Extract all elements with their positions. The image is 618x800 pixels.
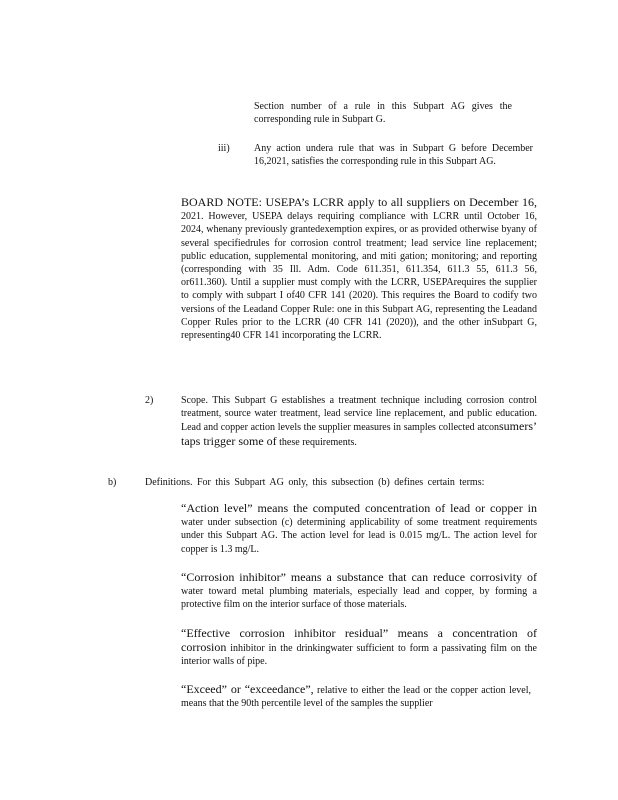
- definition-text: relative to either the lead or the copper action level, means that the 90th percentile level of the samples the supplier: [181, 685, 531, 710]
- definition-term-lead: “Action level” means the computed concentration of lead or copper in: [181, 501, 537, 515]
- definition-corrosion-inhibitor: [181, 571, 537, 612]
- section-continued-paragraph: [254, 100, 512, 126]
- scope-paragraph: [181, 394, 537, 449]
- scope-text-tail: sumers’ taps trigger some of: [181, 419, 537, 448]
- definition-exceedance: [181, 683, 531, 710]
- definition-term-lead: “Effective corrosion inhibitor residual” means a concentration of corrosion: [181, 626, 537, 655]
- definition-text: water under subsection (c) determining applicability of some treatment requirements under this Subpart AG. The action level for lead is 0.015 mg/L. The action level for copper is 1.3 mg/L.: [181, 517, 537, 555]
- definition-text: inhibitor in the drinkingwater sufficient to form a passivating film on the interior walls of pipe.: [181, 643, 537, 668]
- board-note-text: 2021. However, USEPA delays requiring compliance with LCRR until October 16, 2024, whenany previously grantedexemption expires, or as provided otherwise byany of several specifiedrules for corrosion control treatment; lead service line replacement; public education, supplemental monitoring, and miti gation; monitoring; and reporting (corresponding with 35 Ill. Adm. Code 611.351, 611.354, 611.3 55, 611.3 56, or611.360). Until a supplier must comply with the LCRR, USEPArequires the supplier to comply with subpart I of40 CFR 141 (2020). This requires the Board to codify two versions of the Leadand Copper Rule: one in this Subpart AG, representing the Leadand Copper Rules prior to the LCRR (40 CFR 141 (2020)), and the other inSubpart G, representing40 CFR 141 incorporating the LCRR.: [181, 211, 537, 342]
- item-b-label: b): [108, 477, 117, 488]
- board-note: [181, 196, 537, 342]
- board-note-heading: BOARD NOTE: USEPA’s LCRR apply to all suppliers on December 16,: [181, 195, 537, 209]
- definition-term-lead: “Corrosion inhibitor” means a substance that can reduce corrosivity of: [181, 570, 537, 584]
- definitions-intro: [145, 476, 525, 489]
- definition-term-lead: “Exceed” or “exceedance”,: [181, 682, 314, 696]
- definition-effective-residual: [181, 627, 537, 669]
- item-iii-label: iii): [218, 143, 230, 154]
- item-2-label: 2): [145, 395, 154, 406]
- definition-text: water toward metal plumbing materials, especially lead and copper, by forming a protective film on the interior surface of those materials.: [181, 586, 537, 611]
- scope-text-last: these requirements.: [279, 436, 357, 448]
- continued-text: Section number of a rule in this Subpart AG gives the corresponding rule in Subpart G.: [254, 101, 512, 126]
- item-iii-text: Any action undera rule that was in Subpart G before December 16,2021, satisfies the corresponding rule in this Subpart AG.: [254, 143, 533, 168]
- scope-text: Scope. This Subpart G establishes a treatment technique including corrosion control treatment, source water treatment, lead service line replacement, and public education. Lead and copper action levels the supplier measures in samples collected atcon: [181, 395, 537, 434]
- item-iii-paragraph: [254, 142, 533, 168]
- definition-action-level: [181, 502, 537, 556]
- definitions-intro-text: Definitions. For this Subpart AG only, this subsection (b) defines certain terms:: [145, 477, 485, 488]
